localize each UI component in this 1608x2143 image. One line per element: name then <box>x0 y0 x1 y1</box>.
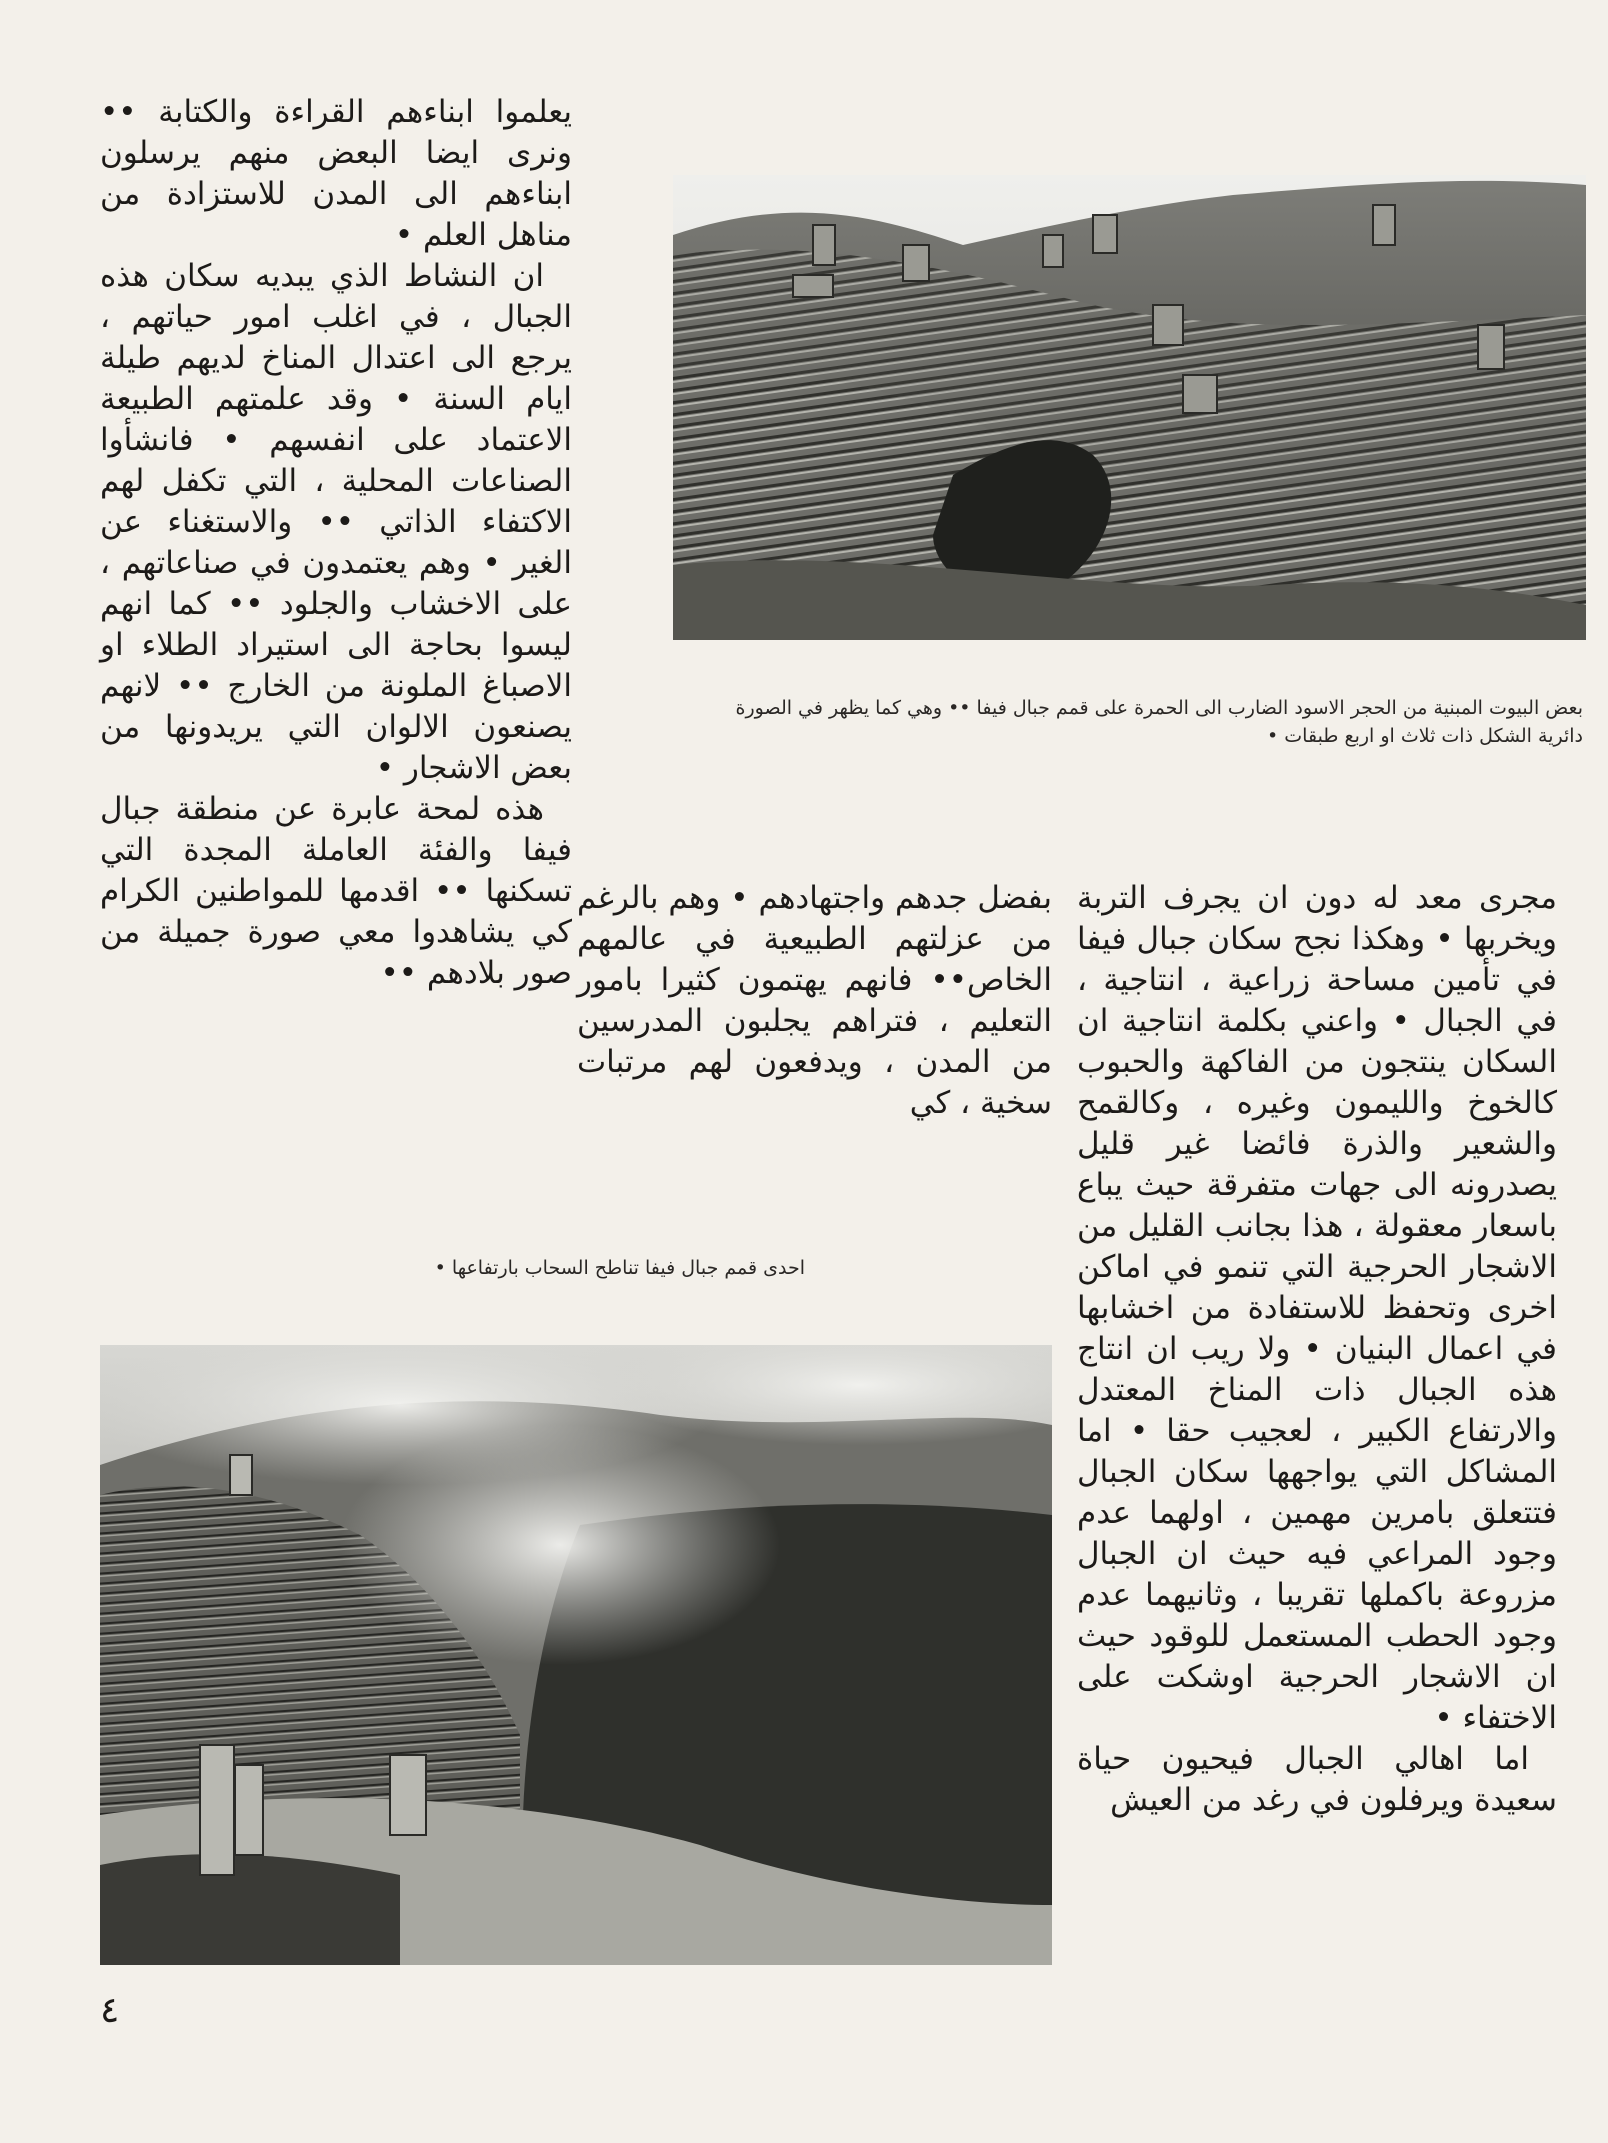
paragraph: ان النشاط الذي يبديه سكان هذه الجبال ، في اغلب امور حياتهم ، يرجع الى اعتدال المناخ لديهم طيلة ايام السنة • وقد علمتهم الطبيعة الاعتماد على انفسهم • فانشأوا الصناعات المحلية ، التي تكفل لهم الاكتفاء الذاتي •• والاستغناء عن الغير • وهم يعتمدون في صناعاتهم ، على الاخشاب والجلود •• كما انهم ليسوا بحاجة الى استيراد الطلاء او الاصباغ الملونة من الخارج •• لانهم يصنعون الالوان التي يريدونها من بعض الاشجار • <box>100 258 572 786</box>
terraced-houses-photo <box>673 175 1586 640</box>
article-column-top-left <box>100 92 572 994</box>
paragraph: مجرى معد له دون ان يجرف التربة ويخربها • وهكذا نجح سكان جبال فيفا في تأمين مساحة زراعية ، انتاجية ، في الجبال • واعني بكلمة انتاجية ان السكان ينتجون من الفاكهة والحبوب كالخوخ والليمون وغيره ، وكالقمح والشعير والذرة فائضا غير قليل يصدرونه الى جهات متفرقة حيث يباع باسعار معقولة ، هذا بجانب القليل من الاشجار الحرجية التي تنمو في اماكن اخرى وتحفظ للاستفادة من اخشابها في اعمال البنيان • ولا ريب ان انتاج هذه الجبال ذات المناخ المعتدل والارتفاع الكبير ، لعجيب حقا • اما المشاكل التي يواجهها سكان الجبال فتتعلق بامرين مهمين ، اولهما عدم وجود المراعي فيه حيث ان الجبال مزروعة باكملها تقريبا ، وثانيهما عدم وجود الحطب المستعمل للوقود حيث ان الاشجار الحرجية اوشكت على الاختفاء • <box>1077 880 1557 1736</box>
page-number: ٤ <box>100 1990 120 2031</box>
mountain-clouds-photo <box>100 1345 1052 1965</box>
mountain-clouds-image <box>100 1345 1052 1965</box>
terraced-houses-image <box>673 175 1586 640</box>
top-photo-caption: بعض البيوت المبنية من الحجر الاسود الضارب الى الحمرة على قمم جبال فيفا •• وهي كما يظهر في الصورة دائرية الشكل ذات ثلاث او اربع طبقات • <box>735 697 1583 747</box>
article-column-middle <box>577 878 1052 1124</box>
bottom-photo-caption: احدى قمم جبال فيفا تناطح السحاب بارتفاعها • <box>434 1257 805 1279</box>
paragraph: يعلموا ابناءهم القراءة والكتابة •• ونرى ايضا البعض منهم يرسلون ابناءهم الى المدن للاستزادة من مناهل العلم • <box>100 94 572 253</box>
paragraph: اما اهالي الجبال فيحيون حياة سعيدة ويرفلون في رغد من العيش <box>1077 1741 1557 1818</box>
paragraph: بفضل جدهم واجتهادهم • وهم بالرغم من عزلتهم الطبيعية في عالمهم الخاص•• فانهم يهتمون كثيرا بامور التعليم ، فتراهم يجلبون المدرسين من المدن ، ويدفعون لهم مرتبات سخية ، كي <box>577 880 1052 1121</box>
paragraph: هذه لمحة عابرة عن منطقة جبال فيفا والفئة العاملة المجدة التي تسكنها •• اقدمها للمواطنين الكرام كي يشاهدوا معي صورة جميلة من صور بلادهم •• <box>100 791 572 991</box>
article-column-right <box>1077 878 1557 1821</box>
